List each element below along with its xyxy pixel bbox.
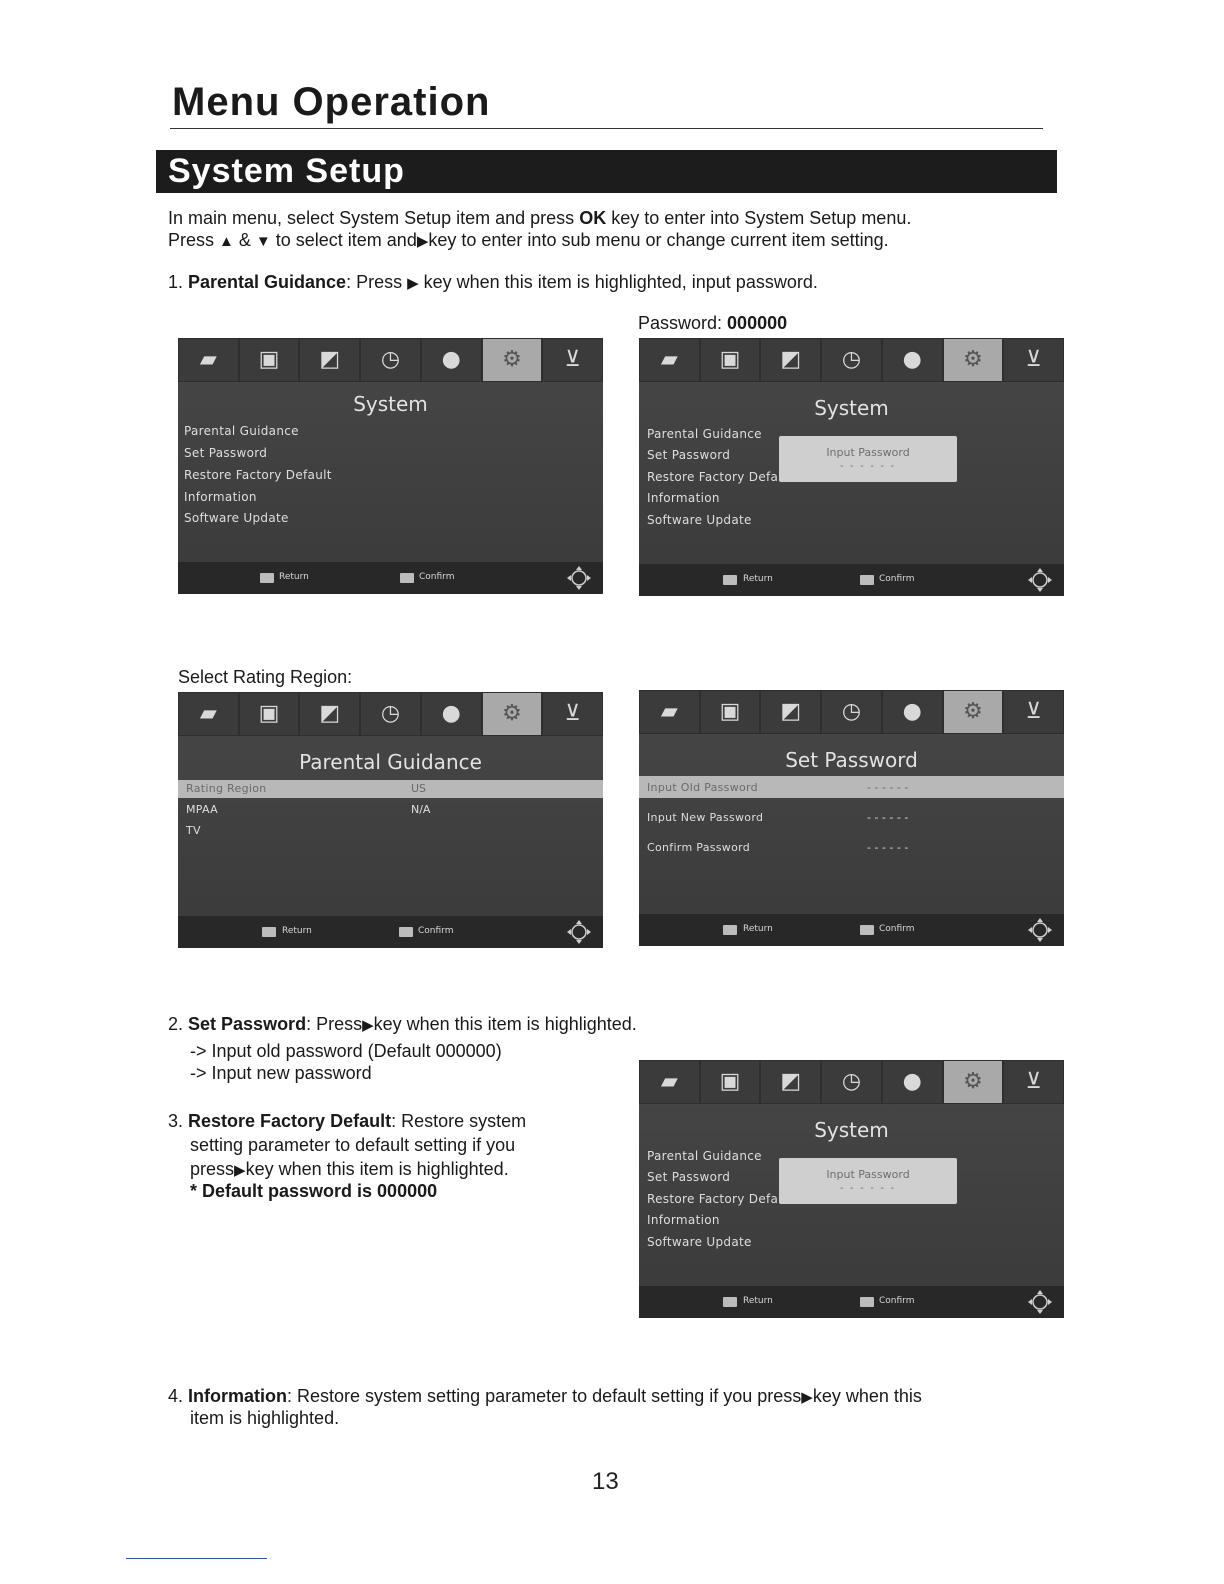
picture-icon: ▰ xyxy=(640,339,699,381)
exit-key-icon xyxy=(262,927,276,937)
rating-region-note: Select Rating Region: xyxy=(178,667,353,687)
page-number: 13 xyxy=(592,1468,619,1495)
password-label: Password: xyxy=(638,313,728,333)
row-confirm-password-label: Confirm Password xyxy=(647,841,751,854)
item-2-sub-2: -> Input new password xyxy=(190,1063,372,1083)
item-label: Parental Guidance xyxy=(188,272,347,292)
gear-icon: ⚙ xyxy=(483,339,542,381)
item-text: key when this item is xyxy=(373,1014,545,1034)
photo-icon: ▣ xyxy=(701,691,760,733)
tv-icon: ◩ xyxy=(300,339,359,381)
intro-text: key to enter into System Setup menu. xyxy=(606,208,912,228)
row-confirm-password-value: - - - - - - xyxy=(867,841,909,854)
screen-title: System xyxy=(814,1118,889,1142)
screen-footer xyxy=(178,916,603,948)
ok-key-icon xyxy=(399,927,413,937)
navigation-icon xyxy=(1028,918,1052,942)
clock-icon: ◷ xyxy=(361,693,420,735)
ok-key-icon xyxy=(860,575,874,585)
navigation-icon xyxy=(1028,1290,1052,1314)
item-number: 2. xyxy=(168,1014,189,1034)
confirm-label: Confirm xyxy=(879,924,915,934)
navigation-icon xyxy=(567,920,591,944)
usb-icon: ⊻ xyxy=(1004,339,1063,381)
clock-icon: ◷ xyxy=(822,691,881,733)
menu-item-parental-guidance: Parental Guidance xyxy=(647,1149,762,1163)
exit-key-icon xyxy=(723,925,737,935)
menu-item-information: Information xyxy=(184,490,257,504)
password-value: 000000 xyxy=(727,313,788,333)
screenshot-system-password-popup xyxy=(639,338,1064,596)
ok-key-icon xyxy=(860,1297,874,1307)
row-old-password-value: - - - - - - xyxy=(867,781,909,794)
photo-icon: ▣ xyxy=(701,1061,760,1103)
screen-title: Set Password xyxy=(785,748,918,772)
tv-icon: ◩ xyxy=(761,691,820,733)
menu-item-parental-guidance: Parental Guidance xyxy=(184,424,299,438)
screenshot-system-password-popup-2 xyxy=(639,1060,1064,1318)
row-new-password-value: - - - - - - xyxy=(867,811,909,824)
row-rating-region-value: US xyxy=(411,782,427,795)
item-3-restore-factory-default xyxy=(168,1110,526,1132)
exit-key-icon xyxy=(260,573,274,583)
row-rating-region-label: Rating Region xyxy=(186,782,267,795)
up-arrow-icon: ▲ xyxy=(219,233,234,250)
screen-footer xyxy=(639,914,1064,946)
menu-item-software-update: Software Update xyxy=(647,1235,752,1249)
icon-bar xyxy=(178,338,603,382)
down-arrow-icon: ▼ xyxy=(255,233,271,250)
clock-icon: ◷ xyxy=(822,339,881,381)
clock-icon: ◷ xyxy=(822,1061,881,1103)
item-2-sub-1: -> Input old password (Default 000000) xyxy=(190,1041,502,1061)
menu-item-restore-factory-default: Restore Factory Default xyxy=(184,468,332,482)
intro-text: to select item and xyxy=(270,230,417,250)
confirm-label: Confirm xyxy=(879,1296,915,1306)
screen-title: Parental Guidance xyxy=(299,750,482,774)
globe-icon: ● xyxy=(883,339,942,381)
row-new-password-label: Input New Password xyxy=(647,811,764,824)
item-label: Set Password xyxy=(188,1014,307,1034)
section-title: System Setup xyxy=(168,152,405,190)
usb-icon: ⊻ xyxy=(543,693,602,735)
right-arrow-icon: ▶ xyxy=(234,1162,246,1179)
row-old-password-label: Input Old Password xyxy=(647,781,758,794)
item-text: key when this xyxy=(812,1386,922,1406)
item-text: key when this item is highlighted. xyxy=(245,1159,509,1179)
icon-bar xyxy=(178,692,603,736)
picture-icon: ▰ xyxy=(640,691,699,733)
tv-icon: ◩ xyxy=(761,339,820,381)
picture-icon: ▰ xyxy=(179,693,238,735)
photo-icon: ▣ xyxy=(240,693,299,735)
row-mpaa-label: MPAA xyxy=(186,803,218,816)
row-mpaa-value: N/A xyxy=(411,803,431,816)
intro-text: key to enter into sub menu or change current item setting. xyxy=(428,230,889,250)
globe-icon: ● xyxy=(422,693,481,735)
usb-icon: ⊻ xyxy=(543,339,602,381)
clock-icon: ◷ xyxy=(361,339,420,381)
usb-icon: ⊻ xyxy=(1004,1061,1063,1103)
item-label: Restore Factory Default xyxy=(188,1111,392,1131)
confirm-label: Confirm xyxy=(418,926,454,936)
item-text: key when this item is highlighted, input password. xyxy=(418,272,818,292)
right-arrow-icon: ▶ xyxy=(362,1017,374,1034)
password-dialog-value: - - - - - - xyxy=(840,1183,896,1194)
gear-icon: ⚙ xyxy=(944,339,1003,381)
return-label: Return xyxy=(743,1296,773,1306)
screen-footer xyxy=(639,564,1064,596)
globe-icon: ● xyxy=(883,691,942,733)
gear-icon: ⚙ xyxy=(483,693,542,735)
navigation-icon xyxy=(1028,568,1052,592)
item-2-set-password xyxy=(168,1013,637,1037)
item-text: : Restore system setting parameter to default setting if you press xyxy=(287,1386,802,1406)
gear-icon: ⚙ xyxy=(944,1061,1003,1103)
icon-bar xyxy=(639,690,1064,734)
password-dialog-value: - - - - - - xyxy=(840,461,896,472)
row-tv-label: TV xyxy=(186,824,201,837)
navigation-icon xyxy=(567,566,591,590)
default-password-note: * Default password is 000000 xyxy=(190,1181,438,1201)
ok-key-icon xyxy=(400,573,414,583)
globe-icon: ● xyxy=(422,339,481,381)
return-label: Return xyxy=(282,926,312,936)
ok-key-icon xyxy=(860,925,874,935)
item-text: press xyxy=(190,1159,235,1179)
password-dialog xyxy=(779,1158,957,1204)
intro-text: In main menu, select System Setup item and press xyxy=(168,208,580,228)
confirm-label: Confirm xyxy=(419,572,455,582)
picture-icon: ▰ xyxy=(640,1061,699,1103)
menu-item-information: Information xyxy=(647,491,720,505)
icon-bar xyxy=(639,338,1064,382)
screen-footer xyxy=(178,562,603,594)
tv-icon: ◩ xyxy=(761,1061,820,1103)
exit-key-icon xyxy=(723,575,737,585)
item-4-line-2: item is highlighted. xyxy=(190,1408,340,1428)
screen-title: System xyxy=(814,396,889,420)
menu-item-set-password: Set Password xyxy=(184,446,268,460)
menu-item-software-update: Software Update xyxy=(184,511,289,525)
item-number: 4. xyxy=(168,1386,189,1406)
item-label: Information xyxy=(188,1386,288,1406)
menu-item-parental-guidance: Parental Guidance xyxy=(647,427,762,441)
menu-item-software-update: Software Update xyxy=(647,513,752,527)
icon-bar xyxy=(639,1060,1064,1104)
password-note xyxy=(638,312,787,334)
return-label: Return xyxy=(743,924,773,934)
picture-icon: ▰ xyxy=(179,339,238,381)
globe-icon: ● xyxy=(883,1061,942,1103)
confirm-label: Confirm xyxy=(879,574,915,584)
item-1-parental-guidance xyxy=(168,271,818,295)
screen-title: System xyxy=(353,392,428,416)
screenshot-set-password xyxy=(639,690,1064,946)
item-number: 3. xyxy=(168,1111,189,1131)
intro-text: Press xyxy=(168,230,220,250)
screenshot-parental-guidance xyxy=(178,692,603,948)
gear-icon: ⚙ xyxy=(944,691,1003,733)
menu-item-information: Information xyxy=(647,1213,720,1227)
item-3-line-2: setting parameter to default setting if you xyxy=(190,1135,516,1155)
return-label: Return xyxy=(743,574,773,584)
usb-icon: ⊻ xyxy=(1004,691,1063,733)
item-number: 1. xyxy=(168,272,189,292)
menu-item-set-password: Set Password xyxy=(647,1170,731,1184)
tv-icon: ◩ xyxy=(300,693,359,735)
ok-key-label: OK xyxy=(579,208,607,228)
menu-item-set-password: Set Password xyxy=(647,448,731,462)
return-label: Return xyxy=(279,572,309,582)
photo-icon: ▣ xyxy=(701,339,760,381)
intro-line-2 xyxy=(168,229,889,253)
item-text: : Press xyxy=(306,1014,363,1034)
item-text: : Restore system xyxy=(391,1111,527,1131)
exit-key-icon xyxy=(723,1297,737,1307)
intro-text: & xyxy=(233,230,256,250)
photo-icon: ▣ xyxy=(240,339,299,381)
password-dialog-title: Input Password xyxy=(826,1168,910,1181)
right-arrow-icon: ▶ xyxy=(801,1389,813,1406)
item-text: highlighted. xyxy=(544,1014,637,1034)
intro-line-1 xyxy=(168,207,911,229)
right-arrow-icon: ▶ xyxy=(407,275,419,292)
password-dialog-title: Input Password xyxy=(826,446,910,459)
title-rule xyxy=(170,128,1043,129)
screen-footer xyxy=(639,1286,1064,1318)
menu-item-restore-factory-default: Restore Factory Defa xyxy=(647,470,779,484)
right-arrow-icon: ▶ xyxy=(416,233,429,250)
footer-rule xyxy=(126,1558,267,1559)
menu-item-restore-factory-default: Restore Factory Defa xyxy=(647,1192,779,1206)
screenshot-system-menu xyxy=(178,338,603,594)
item-4-information xyxy=(168,1385,922,1409)
page-title: Menu Operation xyxy=(172,80,491,124)
item-text: : Press xyxy=(346,272,408,292)
password-dialog xyxy=(779,436,957,482)
item-3-line-3 xyxy=(190,1158,509,1182)
